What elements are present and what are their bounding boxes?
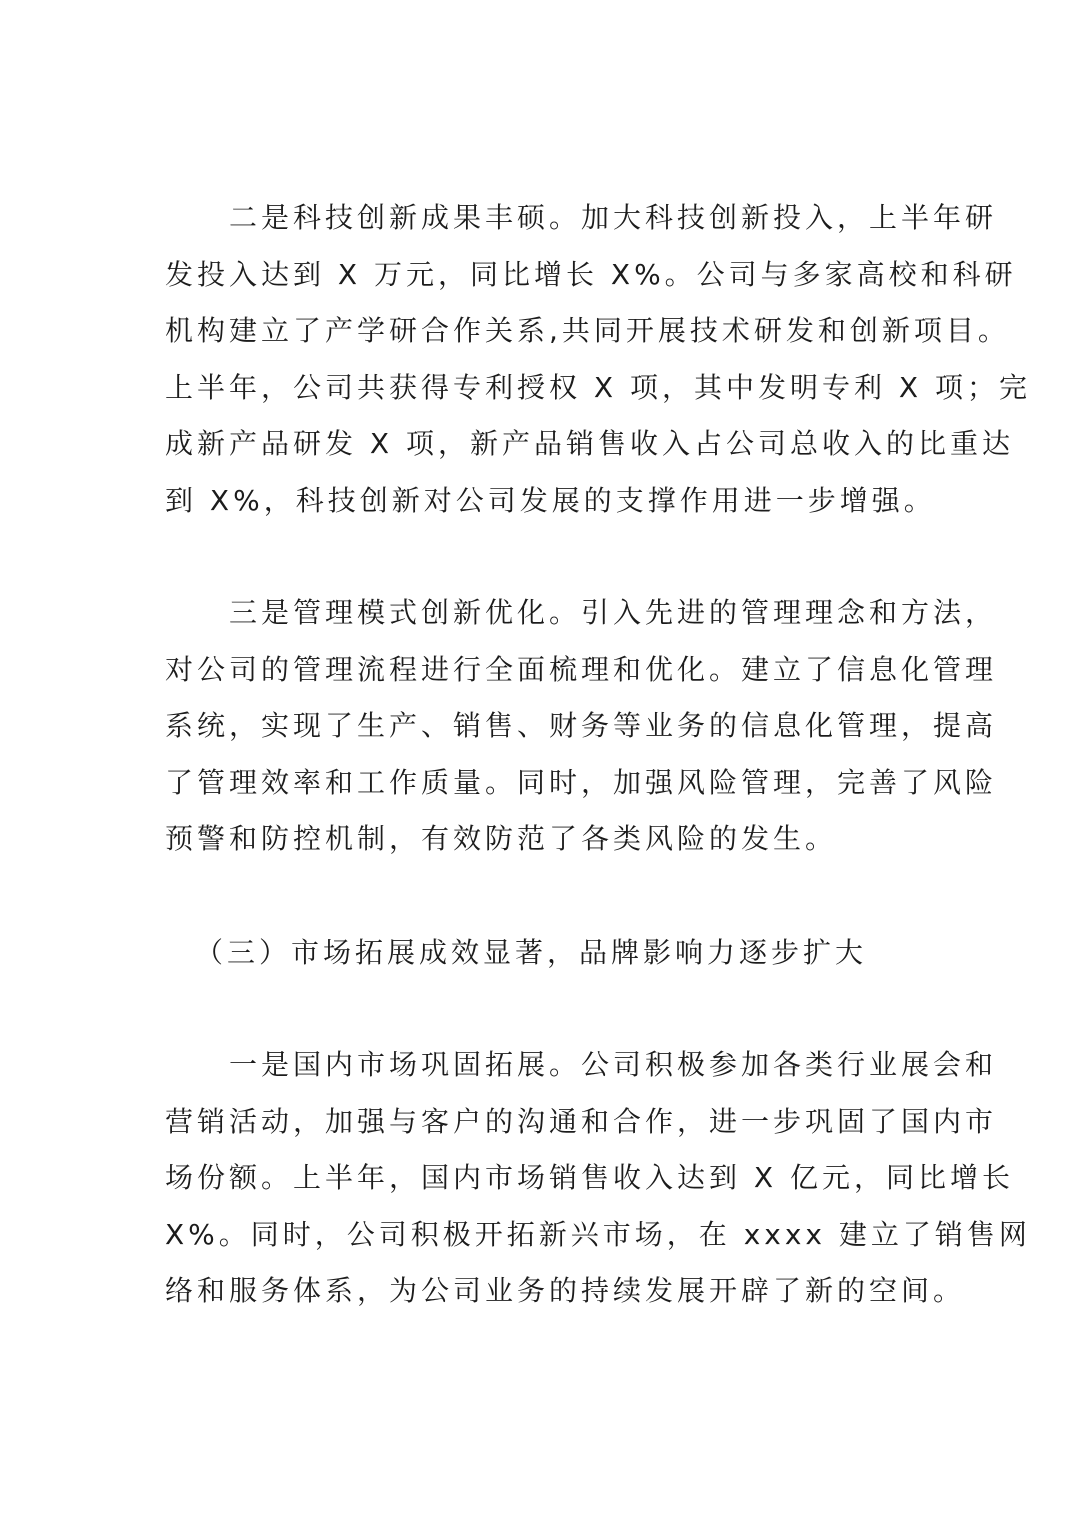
paragraph-line: 上半年，公司共获得专利授权 X 项，其中发明专利 X 项；完 — [165, 370, 1031, 404]
paragraph-line: 对公司的管理流程进行全面梳理和优化。建立了信息化管理 — [165, 652, 998, 686]
paragraph-line: 一是国内市场巩固拓展。公司积极参加各类行业展会和 — [165, 1048, 998, 1081]
paragraph-line: 机构建立了产学研合作关系,共同开展技术研发和创新项目。 — [165, 314, 1010, 347]
paragraph-line: 络和服务体系，为公司业务的持续发展开辟了新的空间。 — [165, 1274, 966, 1307]
paragraph-line: 营销活动，加强与客户的沟通和合作，进一步巩固了国内市 — [165, 1104, 998, 1138]
paragraph-management-innovation — [165, 585, 998, 868]
paragraph-tech-innovation — [165, 190, 1031, 529]
paragraph-line: 了管理效率和工作质量。同时，加强风险管理，完善了风险 — [165, 765, 998, 799]
paragraph-line: 预警和防控机制，有效防范了各类风险的发生。 — [165, 822, 838, 855]
paragraph-line: X%。同时，公司积极开拓新兴市场，在 xxxx 建立了销售网 — [165, 1217, 1031, 1251]
paragraph-line: 三是管理模式创新优化。引入先进的管理理念和方法， — [165, 596, 998, 629]
section-heading: （三）市场拓展成效显著，品牌影响力逐步扩大 — [195, 936, 868, 969]
paragraph-line: 系统，实现了生产、销售、财务等业务的信息化管理，提高 — [165, 709, 998, 742]
paragraph-line: 到 X%，科技创新对公司发展的支撑作用进一步增强。 — [165, 483, 936, 517]
paragraph-line: 成新产品研发 X 项，新产品销售收入占公司总收入的比重达 — [165, 427, 1014, 460]
paragraph-domestic-market — [165, 1037, 1031, 1320]
paragraph-line: 场份额。上半年，国内市场销售收入达到 X 亿元，同比增长 — [165, 1161, 1014, 1194]
paragraph-line: 二是科技创新成果丰硕。加大科技创新投入，上半年研 — [165, 201, 998, 234]
paragraph-line: 发投入达到 X 万元，同比增长 X%。公司与多家高校和科研 — [165, 257, 1017, 291]
